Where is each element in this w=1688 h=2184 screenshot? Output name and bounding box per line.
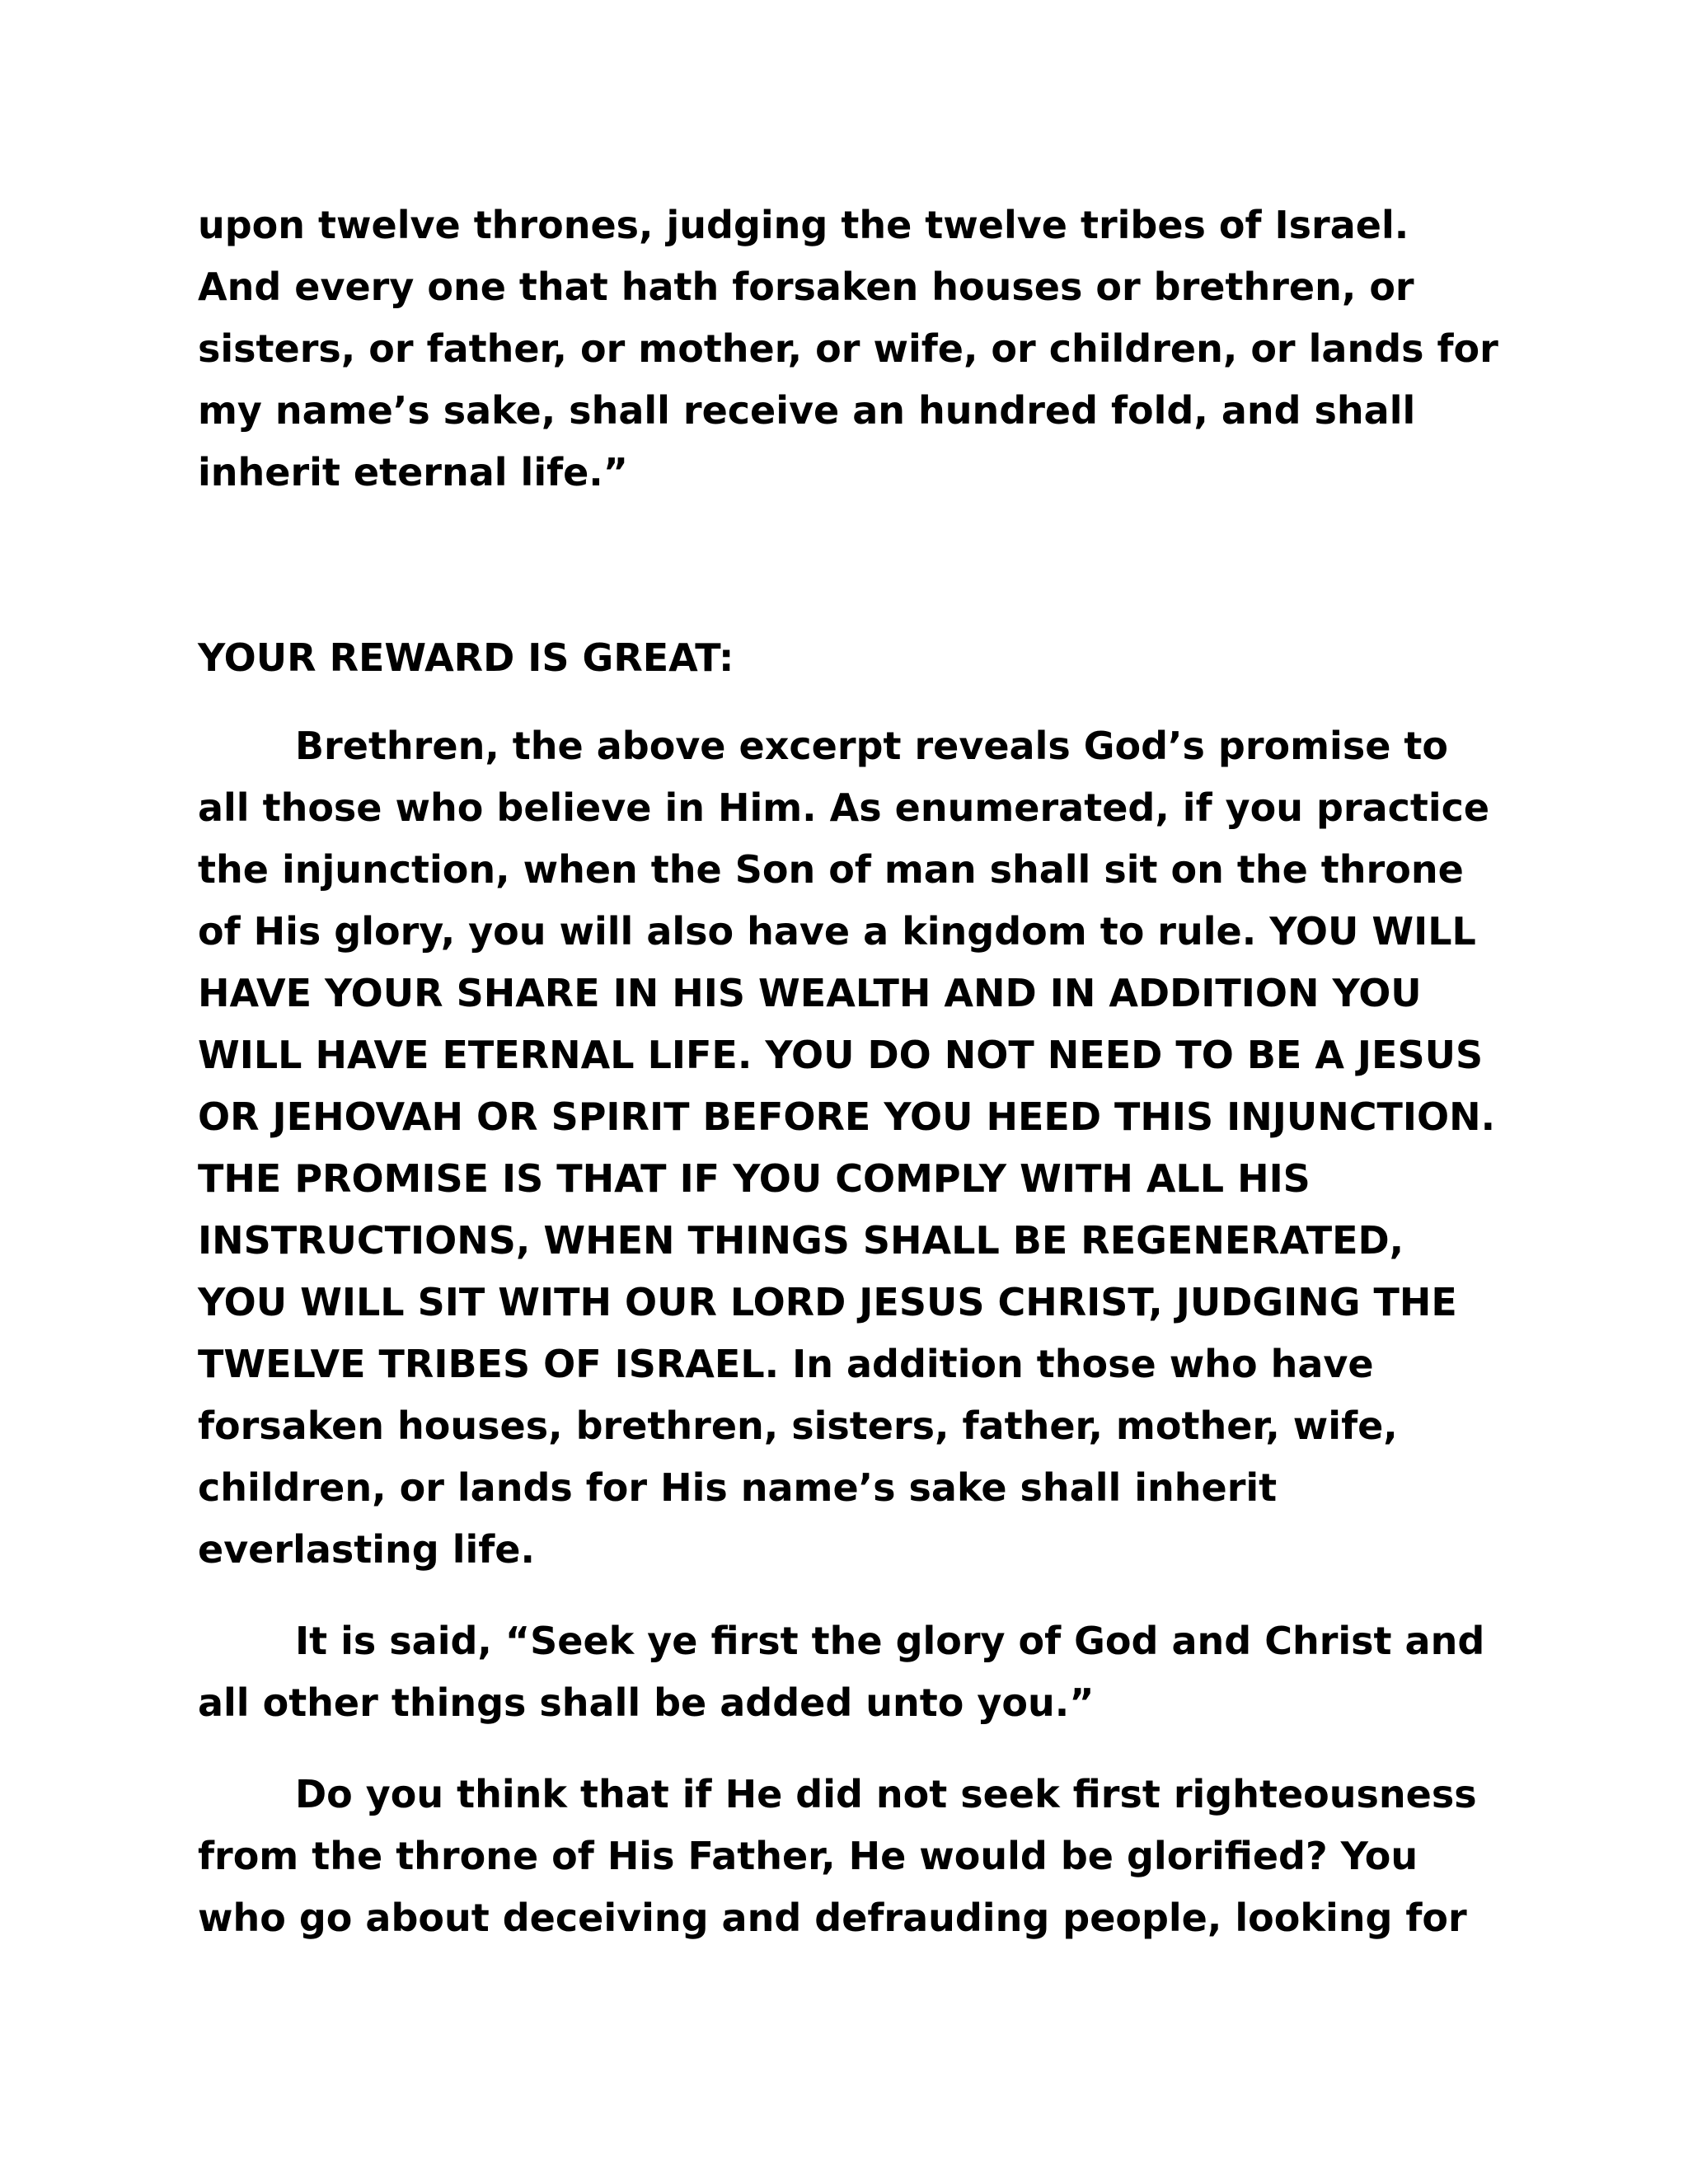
quote-continuation-paragraph: upon twelve thrones, judging the twelve tribes of Israel. And every one that hath forsaken houses or brethren, or sisters, or father, or mother, or wife, or children, or lands for my name’s sake, shall receive an hundred fold, and shall inherit eternal life.” [198,203,1498,494]
body-paragraph-3: Do you think that if He did not seek first righteousness from the throne of His Father, He would be glorified? You who go about deceiving and defrauding people, looking for [198,1772,1477,1940]
body-paragraph-1: Brethren, the above excerpt reveals God’s promise to all those who believe in Him. As enumerated, if you practice the injunction, when the Son of man shall sit on the throne of His glory, you will also have a kingdom to rule. YOU WILL HAVE YOUR SHARE IN HIS WEALTH AND IN ADDITION YOU WILL HAVE ETERNAL LIFE. YOU DO NOT NEED TO BE A JESUS OR JEHOVAH OR SPIRIT BEFORE YOU HEED THIS INJUNCTION. THE PROMISE IS THAT IF YOU COMPLY WITH ALL HIS INSTRUCTIONS, WHEN THINGS SHALL BE REGENERATED, YOU WILL SIT WITH OUR LORD JESUS CHRIST, JUDGING THE TWELVE TRIBES OF ISRAEL. In addition those who have forsaken houses, brethren, sisters, father, mother, wife, children, or lands for His name’s sake shall inherit everlasting life. [198,724,1496,1572]
body-paragraph-2: It is said, “Seek ye first the glory of God and Christ and all other things shall be added unto you.” [198,1619,1485,1725]
page-body [198,194,1500,1949]
section-heading: YOUR REWARD IS GREAT: [198,635,734,680]
